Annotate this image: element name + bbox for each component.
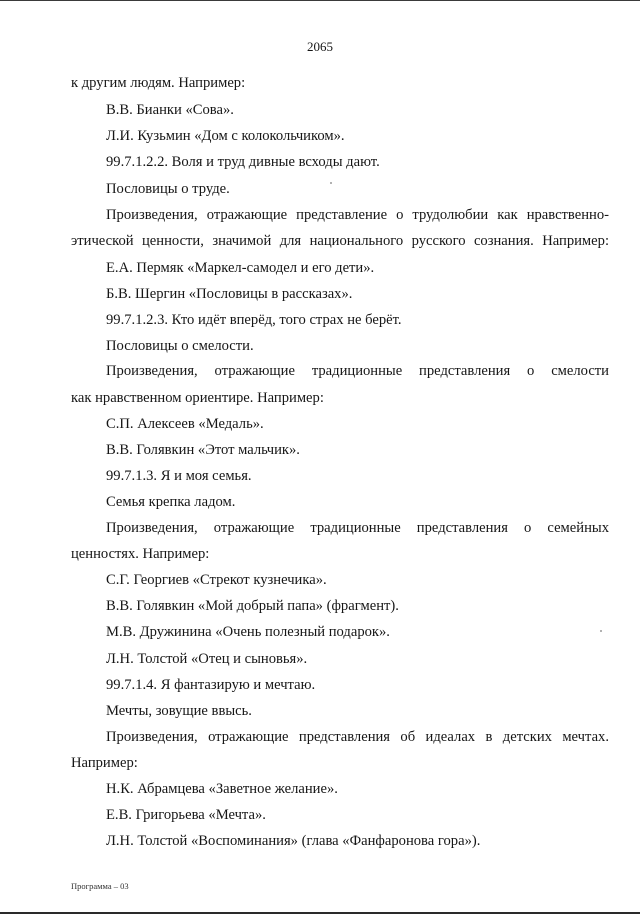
paragraph-line: ценностях. Например: — [71, 546, 210, 562]
text-line: М.В. Дружинина «Очень полезный подарок». — [106, 624, 390, 640]
paragraph-line: Произведения, отражающие представления об идеалах в детских мечтах. — [106, 729, 609, 745]
text-line: Е.В. Григорьева «Мечта». — [106, 807, 266, 823]
footer-label: Программа – 03 — [71, 881, 129, 891]
paragraph-line: этической ценности, значимой для национального русского сознания. Например: — [71, 233, 609, 249]
text-line: В.В. Голявкин «Этот мальчик». — [106, 442, 300, 458]
scan-speck — [600, 630, 602, 632]
paragraph-line: как нравственном ориентире. Например: — [71, 390, 324, 406]
text-line: Пословицы о труде. — [106, 181, 230, 197]
text-line: С.Г. Георгиев «Стрекот кузнечика». — [106, 572, 327, 588]
paragraph-line: Произведения, отражающие представление о трудолюбии как нравственно- — [106, 207, 609, 223]
scan-top-edge — [0, 0, 640, 1]
text-line: Б.В. Шергин «Пословицы в рассказах». — [106, 286, 353, 302]
text-line: Н.К. Абрамцева «Заветное желание». — [106, 781, 338, 797]
text-line: к другим людям. Например: — [71, 75, 246, 91]
text-line: Л.И. Кузьмин «Дом с колокольчиком». — [106, 128, 345, 144]
text-line: В.В. Голявкин «Мой добрый папа» (фрагмент). — [106, 598, 399, 614]
section-heading: 99.7.1.2.2. Воля и труд дивные всходы дают. — [106, 154, 380, 170]
section-heading: 99.7.1.3. Я и моя семья. — [106, 468, 252, 484]
text-line: Семья крепка ладом. — [106, 494, 236, 510]
text-line: Мечты, зовущие ввысь. — [106, 703, 252, 719]
text-line: Л.Н. Толстой «Отец и сыновья». — [106, 651, 308, 667]
page-number: 2065 — [307, 39, 333, 54]
paragraph-line: Например: — [71, 755, 138, 771]
text-line: Е.А. Пермяк «Маркел-самодел и его дети». — [106, 260, 375, 276]
paragraph-line: Произведения, отражающие традиционные представления о смелости — [106, 363, 609, 379]
text-line: Л.Н. Толстой «Воспоминания» (глава «Фанфаронова гора»). — [106, 833, 481, 849]
scan-speck — [330, 182, 332, 184]
text-line: Пословицы о смелости. — [106, 338, 254, 354]
section-heading: 99.7.1.4. Я фантазирую и мечтаю. — [106, 677, 316, 693]
section-heading: 99.7.1.2.3. Кто идёт вперёд, того страх не берёт. — [106, 312, 402, 328]
paragraph-line: Произведения, отражающие традиционные представления о семейных — [106, 520, 609, 536]
text-line: В.В. Бианки «Сова». — [106, 102, 234, 118]
text-line: С.П. Алексеев «Медаль». — [106, 416, 264, 432]
